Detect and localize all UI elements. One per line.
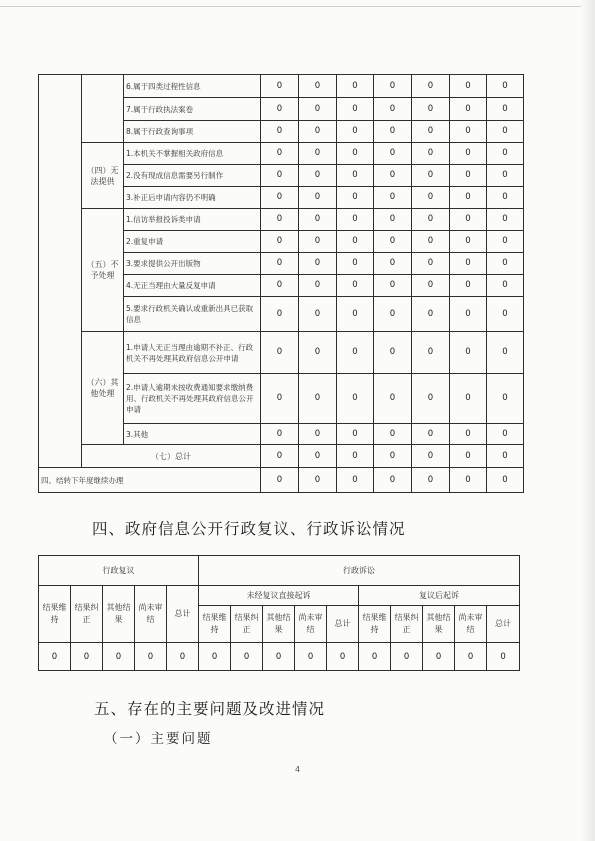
- value-cell: 0: [261, 424, 299, 445]
- value-cell: 0: [167, 643, 199, 671]
- category-label: （六）其他处理: [82, 332, 124, 445]
- value-cell: 0: [412, 374, 450, 424]
- row-label: 2.没有现成信息需要另行制作: [124, 165, 261, 187]
- value-cell: 0: [374, 332, 412, 374]
- value-cell: 0: [337, 165, 374, 187]
- value-cell: 0: [337, 297, 374, 332]
- group-three-category-cell: [82, 75, 124, 143]
- litigation-col-5: 总计: [327, 606, 359, 643]
- value-cell: 0: [299, 445, 337, 468]
- after-col-3: 其他结果: [423, 606, 455, 643]
- value-cell: 0: [412, 445, 450, 468]
- value-cell: 0: [337, 231, 374, 253]
- review-col-5: 总计: [167, 586, 199, 643]
- after-review-header: 复议后起诉: [359, 586, 520, 606]
- value-cell: 0: [261, 98, 299, 121]
- value-cell: 0: [450, 187, 487, 209]
- table-row: [39, 332, 524, 374]
- value-cell: 0: [261, 445, 299, 468]
- review-col-2: 结果纠正: [71, 586, 103, 643]
- value-cell: 0: [450, 468, 487, 493]
- total-label: （七）总计: [82, 445, 261, 468]
- value-cell: 0: [39, 643, 71, 671]
- page-shadow: [581, 0, 595, 841]
- value-cell: 0: [337, 468, 374, 493]
- value-cell: 0: [261, 253, 299, 275]
- value-cell: 0: [374, 143, 412, 165]
- category-label: （五）不予处理: [82, 209, 124, 332]
- value-cell: 0: [450, 121, 487, 143]
- value-cell: 0: [450, 445, 487, 468]
- row-label: 5.要求行政机关确认或重新出具已获取信息: [124, 297, 261, 332]
- value-cell: 0: [299, 121, 337, 143]
- value-cell: 0: [261, 143, 299, 165]
- value-cell: 0: [391, 643, 423, 671]
- litigation-header: 行政诉讼: [199, 556, 520, 586]
- value-cell: 0: [487, 332, 524, 374]
- scan-edge-line: [0, 6, 595, 7]
- value-cell: 0: [299, 275, 337, 297]
- value-cell: 0: [412, 332, 450, 374]
- outer-category-cell: [39, 75, 82, 468]
- value-cell: 0: [337, 253, 374, 275]
- value-cell: 0: [412, 424, 450, 445]
- row-label: 3.要求提供公开出版物: [124, 253, 261, 275]
- value-cell: 0: [299, 332, 337, 374]
- value-cell: 0: [487, 297, 524, 332]
- value-cell: 0: [450, 98, 487, 121]
- value-cell: 0: [412, 121, 450, 143]
- value-cell: 0: [374, 231, 412, 253]
- value-cell: 0: [231, 643, 263, 671]
- value-cell: 0: [263, 643, 295, 671]
- value-cell: 0: [337, 143, 374, 165]
- value-cell: 0: [299, 253, 337, 275]
- value-cell: 0: [423, 643, 455, 671]
- value-cell: 0: [135, 643, 167, 671]
- value-cell: 0: [374, 374, 412, 424]
- table-row: [39, 445, 524, 468]
- value-cell: 0: [487, 231, 524, 253]
- after-col-4: 尚未审结: [455, 606, 487, 643]
- after-col-1: 结果维持: [359, 606, 391, 643]
- value-cell: 0: [261, 187, 299, 209]
- value-cell: 0: [450, 297, 487, 332]
- value-cell: 0: [487, 75, 524, 98]
- table-row: [39, 468, 524, 493]
- value-cell: 0: [374, 468, 412, 493]
- value-cell: 0: [412, 297, 450, 332]
- row-label: 1.申请人无正当理由逾期不补正、行政机关不再处理其政府信息公开申请: [124, 332, 261, 374]
- row-label: 7.属于行政执法案卷: [124, 98, 261, 121]
- value-cell: 0: [261, 275, 299, 297]
- after-col-2: 结果纠正: [391, 606, 423, 643]
- value-cell: 0: [374, 297, 412, 332]
- value-cell: 0: [450, 165, 487, 187]
- value-cell: 0: [450, 143, 487, 165]
- value-cell: 0: [71, 643, 103, 671]
- value-cell: 0: [487, 468, 524, 493]
- value-cell: 0: [412, 468, 450, 493]
- value-cell: 0: [337, 275, 374, 297]
- value-cell: 0: [487, 209, 524, 231]
- value-cell: 0: [450, 75, 487, 98]
- value-cell: 0: [261, 374, 299, 424]
- value-cell: 0: [299, 143, 337, 165]
- value-cell: 0: [487, 143, 524, 165]
- value-cell: 0: [261, 332, 299, 374]
- litigation-col-3: 其他结果: [263, 606, 295, 643]
- value-cell: 0: [487, 165, 524, 187]
- value-cell: 0: [337, 332, 374, 374]
- value-cell: 0: [299, 374, 337, 424]
- value-cell: 0: [487, 445, 524, 468]
- value-cell: 0: [450, 424, 487, 445]
- value-cell: 0: [487, 374, 524, 424]
- value-cell: 0: [299, 165, 337, 187]
- value-cell: 0: [299, 75, 337, 98]
- value-cell: 0: [450, 253, 487, 275]
- carryover-label: 四、结转下年度继续办理: [39, 468, 261, 493]
- value-cell: 0: [337, 98, 374, 121]
- value-cell: 0: [374, 75, 412, 98]
- value-cell: 0: [199, 643, 231, 671]
- section4-title: 四、政府信息公开行政复议、行政诉讼情况: [92, 520, 406, 538]
- value-cell: 0: [299, 468, 337, 493]
- value-cell: 0: [295, 643, 327, 671]
- value-cell: 0: [299, 187, 337, 209]
- no-review-header: 未经复议直接起诉: [199, 586, 359, 606]
- value-cell: 0: [261, 75, 299, 98]
- value-cell: 0: [450, 209, 487, 231]
- value-cell: 0: [487, 643, 520, 671]
- litigation-col-2: 结果纠正: [231, 606, 263, 643]
- value-cell: 0: [299, 231, 337, 253]
- value-cell: 0: [359, 643, 391, 671]
- value-cell: 0: [412, 98, 450, 121]
- row-label: 2.重复申请: [124, 231, 261, 253]
- value-cell: 0: [337, 121, 374, 143]
- value-cell: 0: [455, 643, 487, 671]
- row-label: 3.补正后申请内容仍不明确: [124, 187, 261, 209]
- value-cell: 0: [450, 231, 487, 253]
- litigation-col-1: 结果维持: [199, 606, 231, 643]
- value-cell: 0: [261, 165, 299, 187]
- value-cell: 0: [412, 231, 450, 253]
- table-row: [39, 643, 520, 671]
- table-row: [39, 209, 524, 231]
- value-cell: 0: [450, 275, 487, 297]
- section5-title: 五、存在的主要问题及改进情况: [94, 700, 326, 718]
- row-label: 8.属于行政查询事项: [124, 121, 261, 143]
- row-label: 1.本机关不掌握相关政府信息: [124, 143, 261, 165]
- value-cell: 0: [337, 374, 374, 424]
- value-cell: 0: [412, 165, 450, 187]
- value-cell: 0: [299, 98, 337, 121]
- value-cell: 0: [261, 297, 299, 332]
- value-cell: 0: [337, 424, 374, 445]
- value-cell: 0: [374, 445, 412, 468]
- review-col-1: 结果维持: [39, 586, 71, 643]
- value-cell: 0: [261, 209, 299, 231]
- value-cell: 0: [261, 121, 299, 143]
- row-label: 1.信访举报投诉类申请: [124, 209, 261, 231]
- subsection-title: （一）主要问题: [104, 731, 213, 747]
- value-cell: 0: [487, 424, 524, 445]
- value-cell: 0: [103, 643, 135, 671]
- litigation-col-4: 尚未审结: [295, 606, 327, 643]
- value-cell: 0: [337, 75, 374, 98]
- page-number: 4: [294, 765, 301, 774]
- review-litigation-table: [38, 555, 520, 671]
- value-cell: 0: [487, 275, 524, 297]
- value-cell: 0: [412, 143, 450, 165]
- value-cell: 0: [261, 231, 299, 253]
- value-cell: 0: [374, 424, 412, 445]
- value-cell: 0: [487, 121, 524, 143]
- application-handling-table: [38, 74, 524, 493]
- row-label: 3.其他: [124, 424, 261, 445]
- value-cell: 0: [299, 209, 337, 231]
- value-cell: 0: [374, 253, 412, 275]
- value-cell: 0: [327, 643, 359, 671]
- after-col-5: 总计: [487, 606, 520, 643]
- table-row: [39, 143, 524, 165]
- value-cell: 0: [374, 121, 412, 143]
- review-col-3: 其他结果: [103, 586, 135, 643]
- value-cell: 0: [412, 187, 450, 209]
- value-cell: 0: [412, 209, 450, 231]
- row-label: 2.申请人逾期未按收费通知要求缴纳费用、行政机关不再处理其政府信息公开申请: [124, 374, 261, 424]
- value-cell: 0: [412, 75, 450, 98]
- value-cell: 0: [450, 332, 487, 374]
- row-label: 4.无正当理由大量反复申请: [124, 275, 261, 297]
- value-cell: 0: [374, 209, 412, 231]
- value-cell: 0: [374, 165, 412, 187]
- value-cell: 0: [450, 374, 487, 424]
- value-cell: 0: [299, 297, 337, 332]
- value-cell: 0: [487, 253, 524, 275]
- category-label: （四）无法提供: [82, 143, 124, 209]
- row-label: 6.属于四类过程性信息: [124, 75, 261, 98]
- value-cell: 0: [487, 98, 524, 121]
- value-cell: 0: [337, 187, 374, 209]
- value-cell: 0: [261, 468, 299, 493]
- value-cell: 0: [299, 424, 337, 445]
- review-header: 行政复议: [39, 556, 199, 586]
- value-cell: 0: [337, 445, 374, 468]
- value-cell: 0: [374, 187, 412, 209]
- value-cell: 0: [487, 187, 524, 209]
- value-cell: 0: [412, 253, 450, 275]
- value-cell: 0: [374, 275, 412, 297]
- table-row: [39, 75, 524, 98]
- value-cell: 0: [412, 275, 450, 297]
- review-col-4: 尚未审结: [135, 586, 167, 643]
- value-cell: 0: [337, 209, 374, 231]
- value-cell: 0: [374, 98, 412, 121]
